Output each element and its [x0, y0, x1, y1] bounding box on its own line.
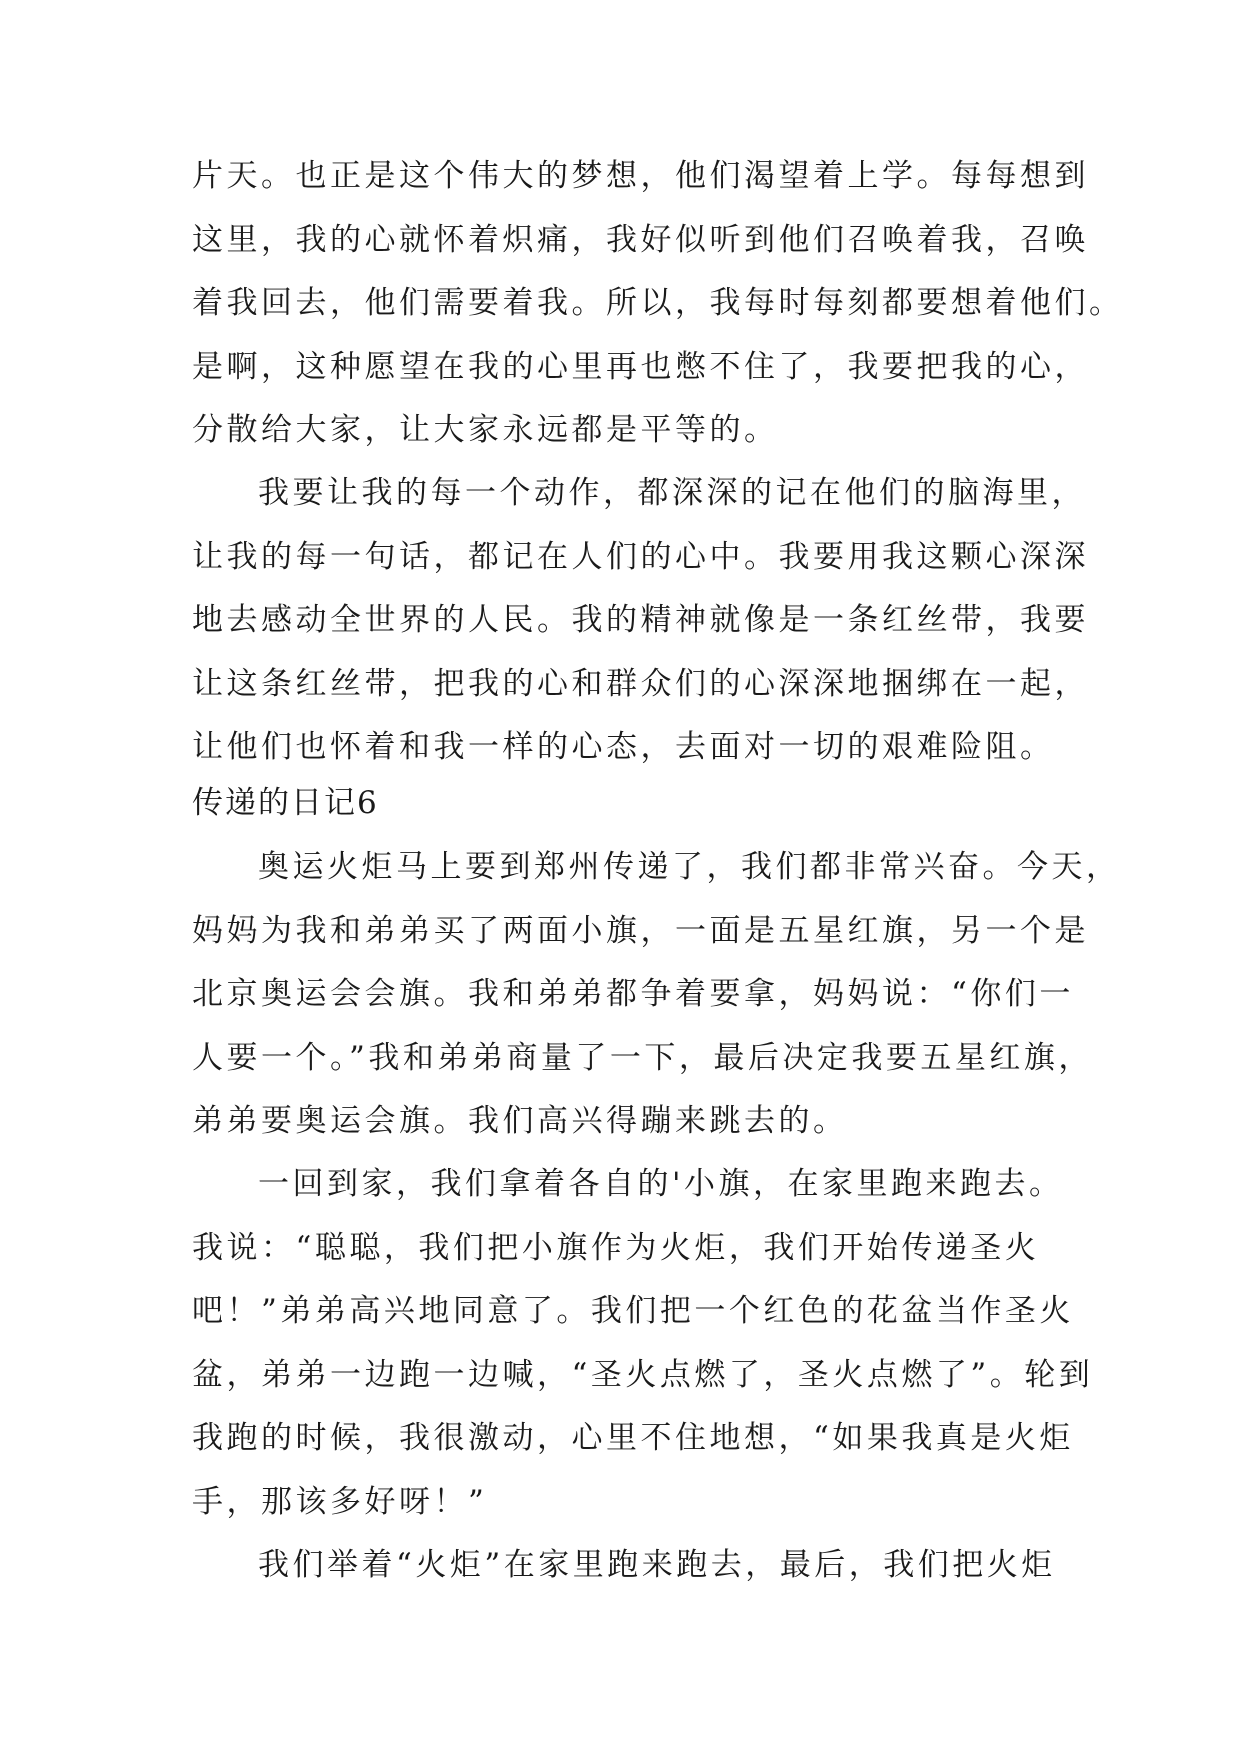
text-line: 奥运火炬马上要到郑州传递了，我们都非常兴奋。今天，: [258, 849, 1121, 885]
text-line: 这里，我的心就怀着炽痛，我好似听到他们召唤着我，召唤: [192, 221, 1089, 258]
text-line: 弟弟要奥运会旗。我们高兴得蹦来跳去的。: [192, 1103, 848, 1139]
text-line: 我说：“聪聪，我们把小旗作为火炬，我们开始传递圣火: [192, 1229, 1040, 1266]
text-line: 手，那该多好呀！”: [192, 1483, 488, 1520]
text-line: 我跑的时候，我很激动，心里不住地想，“如果我真是火炬: [192, 1420, 1074, 1456]
paragraph-a2: [192, 462, 1089, 780]
paragraph-a1: [192, 145, 1124, 463]
text-line: 是啊，这种愿望在我的心里再也憋不住了，我要把我的心，: [192, 348, 1089, 385]
text-line: 分散给大家，让大家永远都是平等的。: [192, 412, 779, 448]
text-line: 人要一个。”我和弟弟商量了一下，最后决定我要五星红旗，: [192, 1039, 1093, 1076]
text-line: 一回到家，我们拿着各自的'小旗，在家里跑来跑去。: [258, 1166, 1064, 1202]
text-line: 妈妈为我和弟弟买了两面小旗，一面是五星红旗，另一个是: [192, 912, 1089, 949]
text-line: 着我回去，他们需要着我。所以，我每时每刻都要想着他们。: [192, 285, 1124, 321]
paragraph-b1: [192, 836, 1121, 1154]
paragraph-b2: [192, 1153, 1094, 1534]
paragraph-b3: [192, 1534, 1058, 1598]
text-line: 吧！”弟弟高兴地同意了。我们把一个红色的花盆当作圣火: [192, 1293, 1074, 1329]
text-line: 我要让我的每一个动作，都深深的记在他们的脑海里，: [258, 475, 1086, 511]
text-line: 盆，弟弟一边跑一边喊，“圣火点燃了，圣火点燃了”。轮到: [192, 1356, 1094, 1393]
section-title: 传递的日记6: [192, 785, 379, 821]
text-line: 让这条红丝带，把我的心和群众们的心深深地捆绑在一起，: [192, 665, 1089, 702]
text-line: 我们举着“火炬”在家里跑来跑去，最后，我们把火炬: [258, 1547, 1056, 1583]
text-line: 北京奥运会会旗。我和弟弟都争着要拿，妈妈说：“你们一: [192, 976, 1074, 1012]
text-line: 让他们也怀着和我一样的心态，去面对一切的艰难险阻。: [192, 729, 1055, 765]
text-line: 地去感动全世界的人民。我的精神就像是一条红丝带，我要: [192, 602, 1089, 638]
text-line: 让我的每一句话，都记在人们的心中。我要用我这颗心深深: [192, 538, 1089, 575]
text-line: 片天。也正是这个伟大的梦想，他们渴望着上学。每每想到: [192, 158, 1089, 194]
